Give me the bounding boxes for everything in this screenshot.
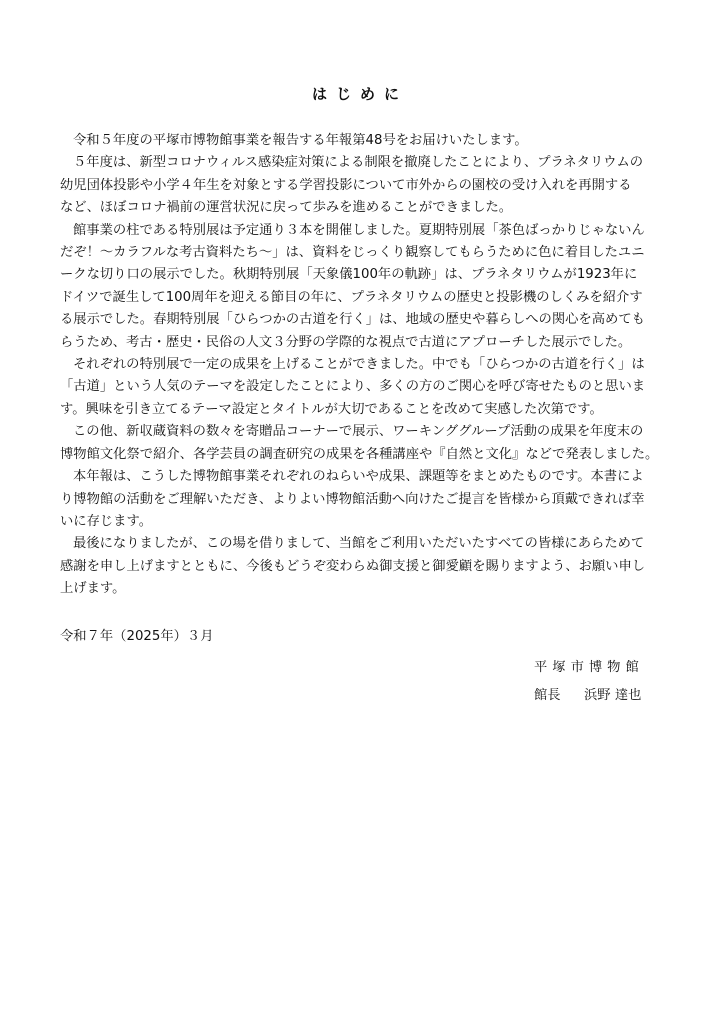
paragraph	[60, 466, 664, 533]
text-line: す。興味を引き立てるテーマ設定とタイトルが大切であることを改めて実感した次第です。	[60, 401, 603, 417]
text-line: この他、新収蔵資料の数々を寄贈品コーナーで展示、ワーキンググループ活動の成果を年度末の	[73, 424, 644, 440]
text-line: だぞ！～カラフルな考古資料たち～」は、資料をじっくり観察してもらうために色に着目したユニ	[60, 245, 645, 261]
director-line	[534, 682, 644, 710]
text-line: 上げます。	[60, 581, 126, 597]
paragraph	[60, 130, 664, 152]
paragraph	[60, 421, 664, 466]
page-title: はじめに	[311, 85, 408, 103]
paragraph	[60, 533, 664, 600]
director-title: 館長	[534, 688, 561, 703]
paragraph	[60, 220, 664, 354]
text-line: いに存じます。	[60, 513, 153, 529]
text-line: 本年報は、こうした博物館事業それぞれのねらいや成果、課題等をまとめたものです。本書によ	[73, 469, 644, 485]
body-text	[60, 130, 664, 601]
text-line: 令和５年度の平塚市博物館事業を報告する年報第48号をお届けいたします。	[73, 133, 528, 148]
text-line: 感謝を申し上げますとともに、今後もどうぞ変わらぬ御支援と御愛顧を賜りますよう、お願い申し	[60, 558, 646, 574]
text-line: など、ほぼコロナ禍前の運営状況に戻って歩みを進めることができました。	[60, 200, 513, 216]
organization-name: 平塚市博物館	[534, 660, 644, 675]
text-line: 館事業の柱である特別展は予定通り３本を開催しました。夏期特別展「茶色ばっかりじゃないん	[73, 222, 645, 238]
text-line: ドイツで誕生して100周年を迎える節目の年に、プラネタリウムの歴史と投影機のしくみを紹介す	[60, 289, 643, 305]
text-line: 幼児団体投影や小学４年生を対象とする学習投影について市外からの園校の受け入れを再開する	[60, 177, 632, 193]
text-line: らうため、考古・歴史・民俗の人文３分野の学際的な視点で古道にアプローチした展示でした。	[60, 334, 632, 350]
text-line: る展示でした。春期特別展「ひらつかの古道を行く」は、地域の歴史や暮らしへの関心を高めても	[60, 312, 645, 328]
text-line: り博物館の活動をご理解いただき、よりよい博物館活動へ向けたご提言を皆様から頂戴できれば幸	[60, 491, 645, 507]
signature-block	[534, 654, 644, 710]
text-line: それぞれの特別展で一定の成果を上げることができました。中でも「ひらつかの古道を行く」は	[73, 357, 645, 373]
director-name: 浜野 達也	[584, 688, 642, 703]
issue-date: 令和７年（2025年）３月	[60, 629, 214, 644]
text-line: 博物館文化祭で紹介、各学芸員の調査研究の成果を各種講座や『自然と文化』などで発表しました。	[60, 446, 659, 462]
text-line: 最後になりましたが、この場を借りまして、当館をご利用いただいたすべての皆様にあらためて	[73, 536, 645, 552]
text-line: 「古道」という人気のテーマを設定したことにより、多くの方のご関心を呼び寄せたものと思いま	[60, 379, 646, 395]
text-line: ５年度は、新型コロナウィルス感染症対策による制限を撤廃したことにより、プラネタリウムの	[73, 155, 644, 171]
paragraph	[60, 152, 664, 219]
paragraph	[60, 354, 664, 421]
text-line: ークな切り口の展示でした。秋期特別展「天象儀100年の軌跡」は、プラネタリウムが1923年に	[60, 267, 638, 283]
